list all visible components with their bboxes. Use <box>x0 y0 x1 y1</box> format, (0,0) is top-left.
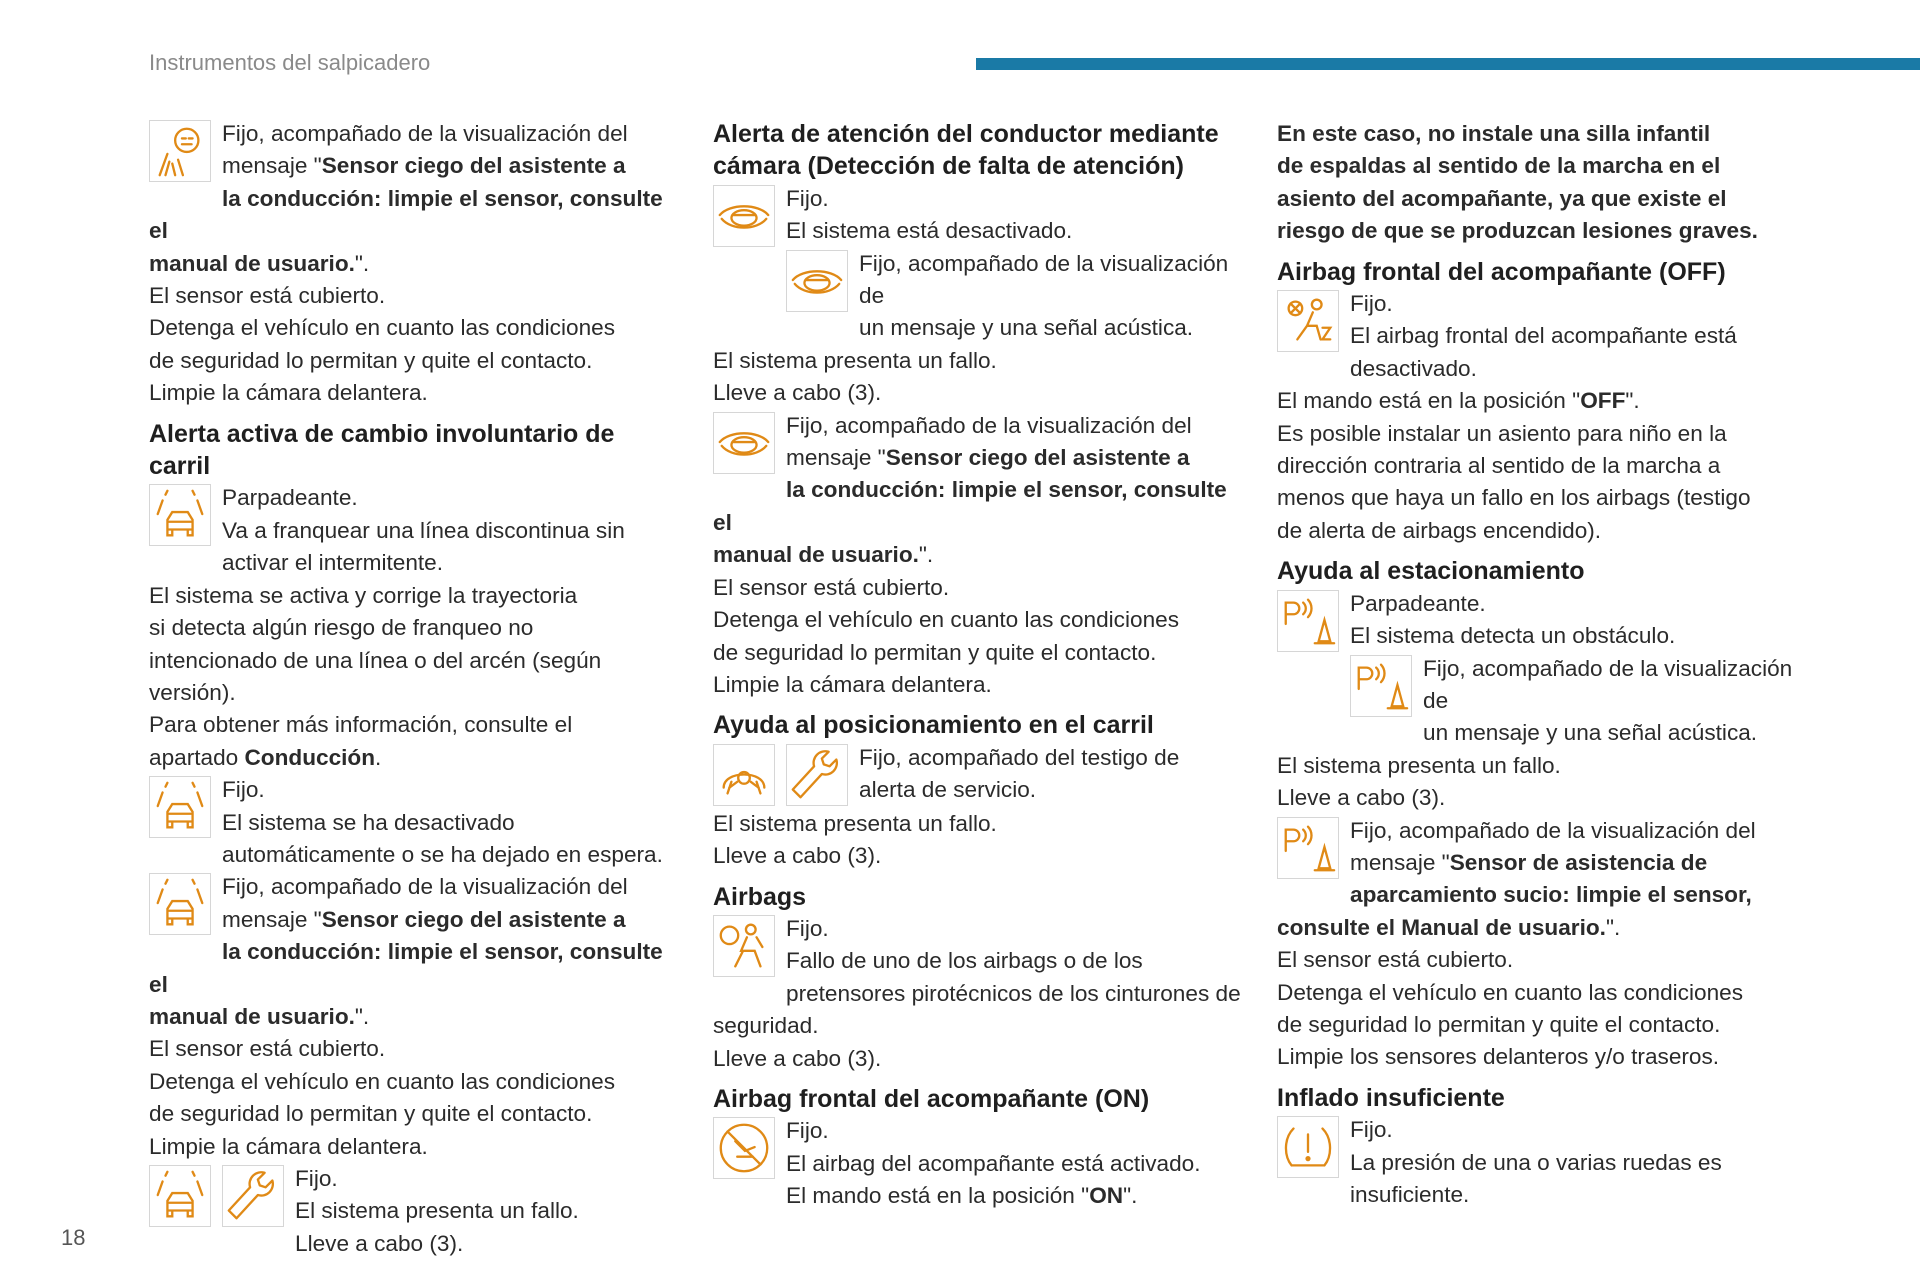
text-line: El sensor está cubierto. <box>149 1036 386 1062</box>
driver-attention-eye-icon <box>713 412 775 474</box>
text-line: Parpadeante. <box>222 485 358 511</box>
parking-sensor-icon <box>1277 590 1339 652</box>
text-line: Lleve a cabo (3). <box>295 1230 464 1256</box>
text-line: Lleve a cabo (3). <box>713 843 882 869</box>
text-line: Detenga el vehículo en cuanto las condiciones <box>149 1068 615 1094</box>
text-line: El sensor está cubierto. <box>713 574 950 600</box>
text-line: de espaldas al sentido de la marcha en el <box>1277 153 1721 179</box>
text-line: Fijo. <box>295 1166 338 1191</box>
text-line: consulte el Manual de usuario.". <box>1277 914 1621 940</box>
text-line: mensaje "Sensor de asistencia de <box>1350 849 1708 875</box>
text-line: insuficiente. <box>1350 1182 1470 1207</box>
service-wrench-icon <box>786 744 848 806</box>
section-heading: Ayuda al estacionamiento <box>1277 557 1585 586</box>
text-line: un mensaje y una señal acústica. <box>1423 720 1758 746</box>
text-line: manual de usuario.". <box>149 250 370 276</box>
text-line: Fijo, acompañado del testigo de <box>859 744 1180 770</box>
text-line: Fijo, acompañado de la visualización del <box>222 874 628 900</box>
text-line: Limpie la cámara delantera. <box>149 1133 428 1159</box>
passenger-airbag-on-icon <box>713 1117 775 1179</box>
text-line: Fijo. <box>1350 1117 1393 1143</box>
text-line: Limpie los sensores delanteros y/o traseros. <box>1277 1044 1720 1070</box>
text-line: pretensores pirotécnicos de los cinturones de <box>786 980 1241 1006</box>
text-line: El sistema detecta un obstáculo. <box>1350 623 1676 649</box>
section-heading: Airbag frontal del acompañante (OFF) <box>1277 257 1726 286</box>
text-line: de seguridad lo permitan y quite el contacto. <box>713 639 1157 665</box>
text-line: Limpie la cámara delantera. <box>713 671 992 697</box>
passenger-airbag-off-icon <box>1277 290 1339 352</box>
text-line: Fijo. <box>222 777 265 803</box>
text-line: Lleve a cabo (3). <box>713 380 882 406</box>
text-line: El sistema presenta un fallo. <box>295 1198 579 1224</box>
text-line: de seguridad lo permitan y quite el contacto. <box>149 347 593 373</box>
text-line: El mando está en la posición "ON". <box>786 1183 1138 1209</box>
text-line: Detenga el vehículo en cuanto las condiciones <box>713 607 1179 633</box>
section-heading: Alerta activa de cambio involuntario de carril <box>149 419 615 481</box>
text-line: Para obtener más información, consulte el <box>149 712 573 738</box>
section-heading: Airbag frontal del acompañante (ON) <box>713 1084 1150 1113</box>
text-line: Fijo, acompañado de la visualización del <box>222 121 628 146</box>
text-line: de alerta de airbags encendido). <box>1277 517 1602 543</box>
text-line: Va a franquear una línea discontinua sin <box>222 517 625 543</box>
page-header-title: Instrumentos del salpicadero <box>149 50 431 75</box>
lane-departure-icon <box>149 873 211 935</box>
driver-attention-eye-icon <box>786 250 848 312</box>
driver-attention-eye-icon <box>713 185 775 247</box>
service-wrench-icon <box>222 1165 284 1227</box>
page-number: 18 <box>61 1225 86 1250</box>
text-line: La presión de una o varias ruedas es <box>1350 1149 1722 1175</box>
lane-departure-icon <box>149 484 211 546</box>
text-line: dirección contraria al sentido de la marcha a <box>1277 453 1721 479</box>
text-line: Fijo, acompañado de la visualización de <box>1423 655 1793 713</box>
text-line: mensaje "Sensor ciego del asistente a <box>222 906 626 932</box>
text-line: Parpadeante. <box>1350 590 1486 616</box>
text-line: El airbag frontal del acompañante está <box>1350 323 1737 349</box>
parking-sensor-icon <box>1277 817 1339 879</box>
text-line: El sistema presenta un fallo. <box>713 347 997 373</box>
text-line: de seguridad lo permitan y quite el contacto. <box>149 1101 593 1127</box>
text-line: En este caso, no instale una silla infantil <box>1277 121 1711 146</box>
text-line: Lleve a cabo (3). <box>1277 785 1446 811</box>
text-line: mensaje "Sensor ciego del asistente a <box>786 445 1190 471</box>
text-line: Fijo. <box>1350 291 1393 317</box>
airbag-fault-icon <box>713 915 775 977</box>
text-line: desactivado. <box>1350 355 1477 381</box>
text-line: Fijo, acompañado de la visualización del <box>1350 817 1756 843</box>
text-line: El sistema está desactivado. <box>786 218 1073 244</box>
text-line: El airbag del acompañante está activado. <box>786 1150 1201 1176</box>
parking-sensor-icon <box>1350 655 1412 717</box>
section-heading: Airbags <box>713 882 807 911</box>
text-line: Detenga el vehículo en cuanto las condiciones <box>1277 979 1743 1005</box>
text-line: Lleve a cabo (3). <box>713 1045 882 1071</box>
lane-departure-icon <box>149 776 211 838</box>
text-line: activar el intermitente. <box>222 550 444 576</box>
text-line: manual de usuario.". <box>149 1003 370 1029</box>
text-line: manual de usuario.". <box>713 542 934 568</box>
text-line: El sistema presenta un fallo. <box>1277 752 1561 778</box>
header-accent-bar <box>976 58 1920 70</box>
text-line: El sistema se ha desactivado <box>222 809 515 835</box>
text-line: seguridad. <box>713 1013 819 1039</box>
text-line: El sistema se activa y corrige la trayectoria <box>149 582 578 608</box>
text-line: Limpie la cámara delantera. <box>149 380 428 406</box>
text-line: Fijo. <box>786 185 829 211</box>
text-line: riesgo de que se produzcan lesiones graves. <box>1277 218 1758 244</box>
section-heading: Alerta de atención del conductor mediante cámara (Detección de falta de atención) <box>713 120 1219 181</box>
text-line: asiento del acompañante, ya que existe el <box>1277 185 1727 211</box>
text-line: un mensaje y una señal acústica. <box>859 315 1194 341</box>
camera-sensor-icon <box>149 120 211 182</box>
column-2 <box>713 118 1243 1213</box>
text-line: versión). <box>149 679 236 705</box>
lane-departure-icon <box>149 1165 211 1227</box>
text-line: de seguridad lo permitan y quite el contacto. <box>1277 1011 1721 1037</box>
text-line: Es posible instalar un asiento para niño en la <box>1277 420 1727 446</box>
text-line: Fallo de uno de los airbags o de los <box>786 948 1143 974</box>
text-line: la conducción: limpie el sensor, consulte el <box>713 477 1227 535</box>
text-line: Fijo. <box>786 915 829 941</box>
column-1 <box>149 118 679 1260</box>
low-tyre-pressure-icon <box>1277 1116 1339 1178</box>
text-line: apartado Conducción. <box>149 744 382 770</box>
text-line: menos que haya un fallo en los airbags (testigo <box>1277 485 1751 511</box>
text-line: aparcamiento sucio: limpie el sensor, <box>1350 882 1752 908</box>
text-line: El sensor está cubierto. <box>1277 947 1514 973</box>
text-line: Fijo, acompañado de la visualización de <box>859 250 1229 309</box>
text-line: alerta de servicio. <box>859 777 1037 803</box>
text-line: El sensor está cubierto. <box>149 283 386 309</box>
text-line: Fijo, acompañado de la visualización del <box>786 412 1192 438</box>
text-line: mensaje "Sensor ciego del asistente a <box>222 153 626 179</box>
section-heading: Ayuda al posicionamiento en el carril <box>713 711 1154 740</box>
text-line: El sistema presenta un fallo. <box>713 810 997 836</box>
text-line: si detecta algún riesgo de franqueo no <box>149 615 534 641</box>
text-line: la conducción: limpie el sensor, consulte el <box>149 939 663 997</box>
text-line: El mando está en la posición "OFF". <box>1277 388 1640 414</box>
lane-positioning-icon <box>713 744 775 806</box>
text-line: intencionado de una línea o del arcén (según <box>149 647 602 673</box>
section-heading: Inflado insuficiente <box>1277 1083 1505 1112</box>
text-line: la conducción: limpie el sensor, consulte el <box>149 185 663 244</box>
column-3 <box>1277 118 1807 1211</box>
text-line: automáticamente o se ha dejado en espera. <box>222 841 663 867</box>
text-line: Detenga el vehículo en cuanto las condiciones <box>149 315 615 341</box>
text-line: Fijo. <box>786 1118 829 1144</box>
